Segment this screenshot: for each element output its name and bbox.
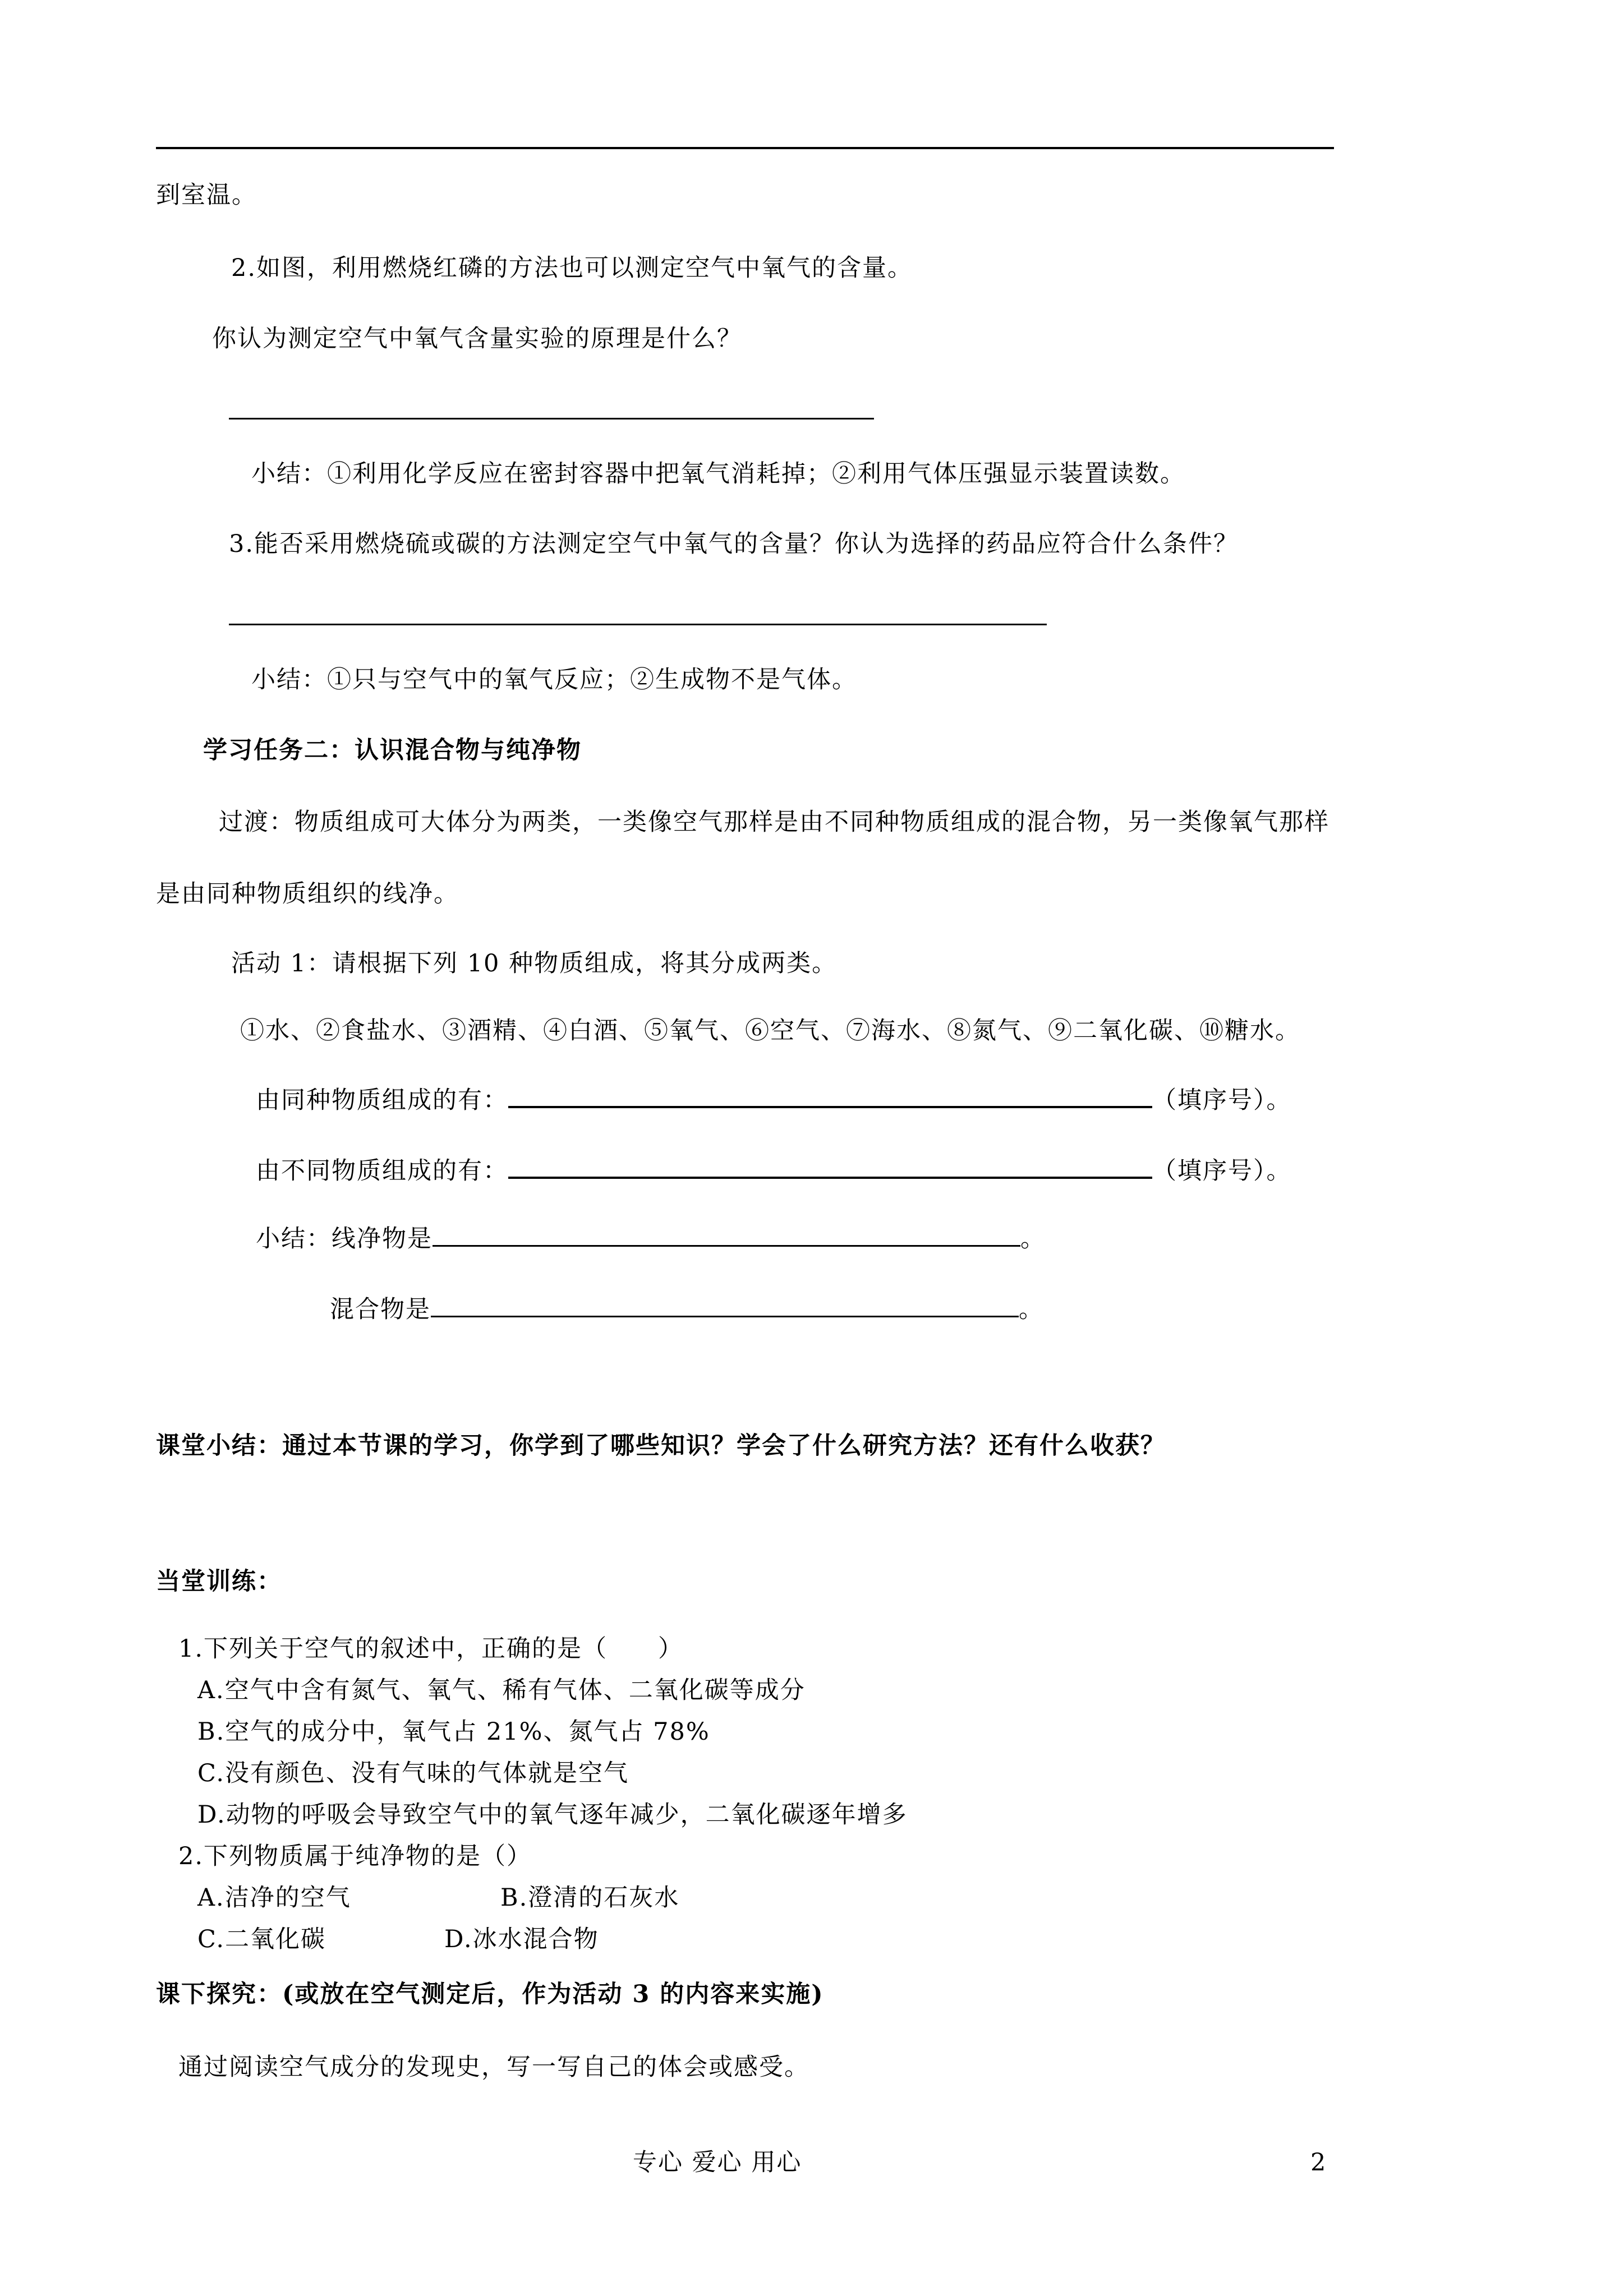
footer-motto: 专心 爱心 用心: [633, 2149, 802, 2177]
question-2: 2.如图，利用燃烧红磷的方法也可以测定空气中氧气的含量。: [231, 254, 913, 282]
option: B.澄清的石灰水: [500, 1884, 680, 1912]
fill-line-same: [256, 1080, 1292, 1117]
option: D.动物的呼吸会导致空气中的氧气逐年减少，二氧化碳逐年增多: [197, 1801, 908, 1829]
substance-list: ①水、②食盐水、③酒精、④白酒、⑤氧气、⑥空气、⑦海水、⑧氮气、⑨二氧化碳、⑩糖水。: [240, 1017, 1300, 1045]
fill-line-mixture: [330, 1290, 1044, 1326]
option: B.空气的成分中，氧气占 21%、氮气占 78%: [197, 1718, 710, 1746]
option: A.洁净的空气: [197, 1884, 351, 1912]
blank-field[interactable]: [433, 1219, 1020, 1247]
fill-label: 由同种物质组成的有：: [256, 1086, 508, 1114]
text-line: 你认为测定空气中氧气含量实验的原理是什么？: [212, 325, 742, 353]
fill-label: 由不同物质组成的有：: [256, 1157, 508, 1185]
practice-heading: 当堂训练：: [156, 1567, 282, 1596]
text-line: 过渡：物质组成可大体分为两类，一类像空气那样是由不同种物质组成的混合物，另一类像氧气那样: [219, 808, 1329, 836]
text-line: 是由同种物质组织的线净。: [156, 880, 459, 908]
header-rule: [156, 147, 1334, 149]
fill-label: 小结：线净物是: [256, 1225, 433, 1253]
option: A.空气中含有氮气、氧气、稀有气体、二氧化碳等成分: [197, 1676, 806, 1704]
question-3: 3.能否采用燃烧硫或碳的方法测定空气中氧气的含量？你认为选择的药品应符合什么条件？: [229, 530, 1239, 558]
answer-line: [229, 624, 1047, 625]
option: C.没有颜色、没有气味的气体就是空气: [197, 1759, 629, 1787]
fill-end: 。: [1020, 1225, 1046, 1253]
fill-end: 。: [1019, 1295, 1044, 1324]
fill-line-different: [256, 1151, 1292, 1188]
exercise-1: 1.下列关于空气的叙述中，正确的是（ ）: [178, 1635, 684, 1663]
text-line: 通过阅读空气成分的发现史，写一写自己的体会或感受。: [178, 2053, 809, 2081]
blank-field[interactable]: [431, 1290, 1019, 1317]
fill-label: 混合物是: [330, 1295, 431, 1324]
blank-field[interactable]: [508, 1080, 1152, 1108]
fill-hint: （填序号）。: [1152, 1086, 1292, 1114]
fill-hint: （填序号）。: [1152, 1157, 1292, 1185]
option: C.二氧化碳: [197, 1925, 326, 1953]
summary-line: 小结：①只与空气中的氧气反应；②生成物不是气体。: [251, 666, 857, 694]
section-heading: 学习任务二：认识混合物与纯净物: [203, 736, 582, 764]
text-line: 到室温。: [156, 181, 257, 209]
answer-line: [229, 418, 874, 419]
extension-heading: 课下探究：(或放在空气测定后，作为活动 3 的内容来实施): [156, 1980, 824, 2008]
option: D.冰水混合物: [444, 1925, 599, 1953]
fill-line-pure: [256, 1219, 1046, 1256]
class-summary: 课堂小结：通过本节课的学习，你学到了哪些知识？学会了什么研究方法？还有什么收获？: [156, 1432, 1166, 1460]
activity-line: 活动 1：请根据下列 10 种物质组成，将其分成两类。: [231, 949, 838, 978]
page-number: 2: [1310, 2149, 1326, 2177]
blank-field[interactable]: [508, 1151, 1152, 1179]
summary-line: 小结：①利用化学反应在密封容器中把氧气消耗掉；②利用气体压强显示装置读数。: [251, 460, 1185, 488]
exercise-2: 2.下列物质属于纯净物的是（）: [178, 1842, 532, 1870]
